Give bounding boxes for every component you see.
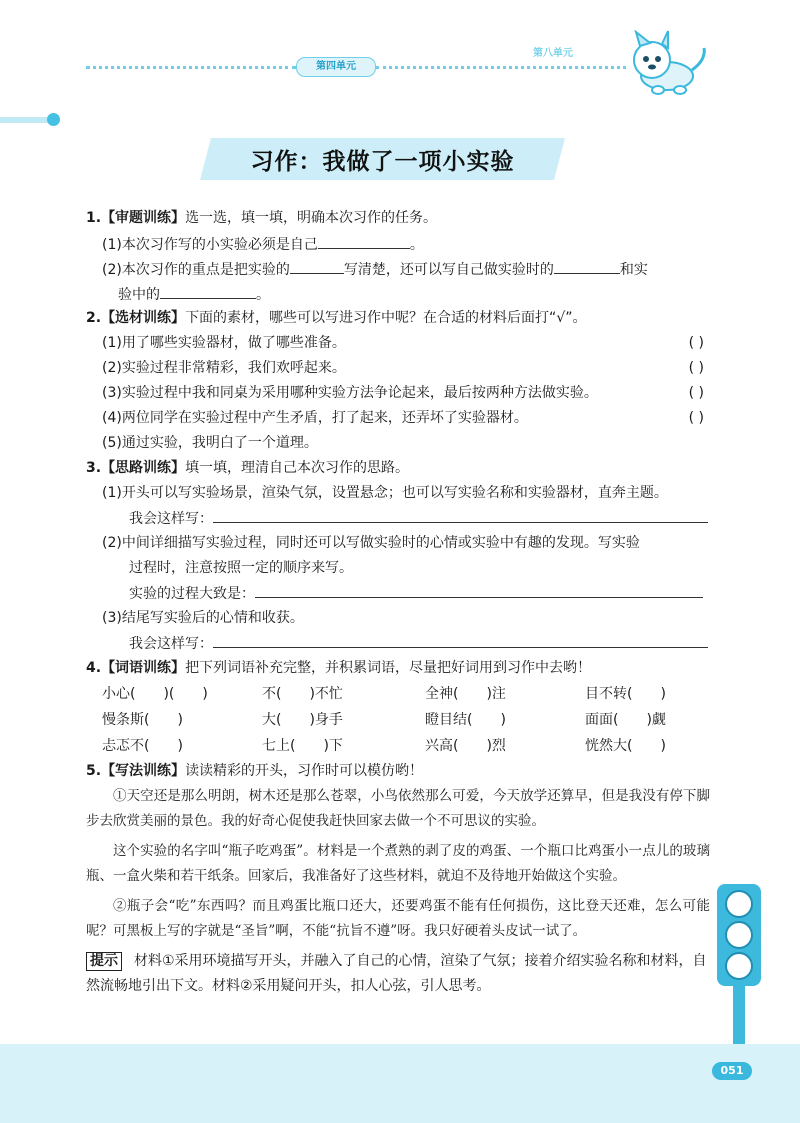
q2-number: 2. (86, 310, 102, 326)
q2-answer-paren-3[interactable]: ( ) (688, 385, 704, 401)
q1-item-1 (86, 231, 710, 256)
header-dotted-line-left (86, 66, 296, 69)
q1-text: 选一选，填一填，明确本次习作的任务。 (185, 210, 438, 226)
word-item[interactable]: 小心( )( ) (102, 686, 208, 702)
q3-write-line-2[interactable] (255, 581, 703, 598)
q5-text: 读读精彩的开头，习作时可以模仿哟！ (185, 763, 424, 779)
passage-paragraph-2: 这个实验的名字叫“瓶子吃鸡蛋”。材料是一个煮熟的剥了皮的鸡蛋、一个瓶口比鸡蛋小一点儿的玻璃瓶、一盒火柴和若干纸条。回家后，我准备好了这些材料，就迫不及待地开始做这个实验。 (86, 843, 710, 884)
q3-write-line-3[interactable] (213, 631, 708, 648)
q3-item-3 (86, 606, 710, 631)
q2-item-2 (86, 356, 710, 381)
word-item[interactable]: 慢条斯( ) (102, 712, 183, 728)
q2-item-4 (86, 406, 710, 431)
q3-number: 3. (86, 460, 102, 476)
traffic-light-lamp (725, 890, 753, 918)
q2-header (86, 306, 710, 331)
q3-item-1 (86, 481, 710, 506)
q2-item-5 (86, 431, 710, 456)
q2-answer-paren-1[interactable]: ( ) (688, 335, 704, 351)
q3-text: 填一填，理清自己本次习作的思路。 (185, 460, 410, 476)
q5-passage (86, 784, 710, 944)
q1-tag: 【审题训练】 (101, 210, 186, 226)
word-item[interactable]: 面面( )觑 (585, 712, 666, 728)
q1-item2-line2-end: 。 (256, 287, 270, 303)
q1-item2-mid: 写清楚，还可以写自己做实验时的 (343, 262, 554, 278)
q1-blank-1[interactable] (318, 231, 410, 249)
q4-text: 把下列词语补充完整，并积累词语，尽量把好词用到习作中去哟！ (185, 660, 592, 676)
q3-write-3 (86, 631, 710, 656)
q1-item1-end: 。 (409, 237, 424, 253)
unit-label-right: 第八单元 (533, 48, 573, 59)
q2-tag: 【选材训练】 (101, 310, 186, 326)
unit-tag: 第四单元 (296, 57, 376, 77)
word-item[interactable]: 瞪目结( ) (425, 712, 506, 728)
q1-number: 1. (86, 210, 102, 226)
q3-tag: 【思路训练】 (101, 460, 186, 476)
q3-item2-text-2: 过程时，注意按照一定的顺序来写。 (129, 560, 353, 576)
q4-tag: 【词语训练】 (101, 660, 186, 676)
q1-header (86, 206, 710, 231)
q3-item2-text: (2)中间详细描写实验过程，同时还可以写做实验时的心情或实验中有趣的发现。写实验 (102, 535, 640, 551)
q5-tip (86, 949, 710, 999)
word-item[interactable]: 忐忑不( ) (102, 738, 183, 754)
q3-prompt-3: 我会这样写： (129, 636, 213, 652)
q1-item1-text: (1)本次习作写的小实验必须是自己 (102, 237, 318, 253)
puppy-mascot-icon (622, 30, 712, 100)
q5-header (86, 759, 710, 784)
word-item[interactable]: 目不转( ) (585, 686, 666, 702)
word-item[interactable]: 大( )身手 (262, 712, 343, 728)
q5-tag: 【写法训练】 (101, 763, 186, 779)
q4-header (86, 656, 710, 681)
q1-item-2 (86, 256, 710, 281)
q3-item-2-cont (86, 556, 710, 581)
word-item[interactable]: 全神( )注 (425, 686, 506, 702)
q1-item2-line2: 验中的 (118, 287, 160, 303)
q2-item5-text: (5)通过实验，我明白了一个道理。 (102, 435, 318, 451)
passage-paragraph-3: ②瓶子会“吃”东西吗？而且鸡蛋比瓶口还大，还要鸡蛋不能有任何损伤，这比登天还难，怎么可能呢？可黑板上写的字就是“圣旨”啊，不能“抗旨不遵”呀。我只好硬着头皮试一试了。 (86, 898, 710, 939)
traffic-light-lamp (725, 952, 753, 980)
q2-answer-paren-2[interactable]: ( ) (688, 360, 704, 376)
q3-prompt-1: 我会这样写： (129, 511, 213, 527)
q3-item-2 (86, 531, 710, 556)
q3-header (86, 456, 710, 481)
q2-text: 下面的素材，哪些可以写进习作中呢？在合适的材料后面打“√”。 (185, 310, 587, 326)
q3-write-1 (86, 506, 710, 531)
q1-item2-text: (2)本次习作的重点是把实验的 (102, 262, 290, 278)
word-item[interactable]: 兴高( )烈 (425, 738, 506, 754)
left-accent-bar (0, 117, 52, 123)
page-number: 051 (712, 1062, 752, 1080)
q1-blank-3[interactable] (554, 256, 620, 274)
q1-blank-4[interactable] (160, 281, 256, 299)
word-item[interactable]: 不( )不忙 (262, 686, 343, 702)
tip-label: 提示 (86, 952, 122, 971)
traffic-light-icon (717, 884, 761, 986)
left-accent-dot (47, 113, 60, 126)
q2-item1-text: (1)用了哪些实验器材，做了哪些准备。 (102, 335, 346, 351)
q2-item2-text: (2)实验过程非常精彩，我们欢呼起来。 (102, 360, 346, 376)
q3-item3-text: (3)结尾写实验后的心情和收获。 (102, 610, 304, 626)
page-title: 习作：我做了一项小实验 (250, 149, 515, 175)
q1-blank-2[interactable] (290, 256, 344, 274)
q2-item-1 (86, 331, 710, 356)
q2-item4-text: (4)两位同学在实验过程中产生矛盾，打了起来，还弄坏了实验器材。 (102, 410, 528, 426)
q2-item3-text: (3)实验过程中我和同桌为采用哪种实验方法争论起来，最后按两种方法做实验。 (102, 385, 598, 401)
q5-number: 5. (86, 763, 102, 779)
word-item[interactable]: 七上( )下 (262, 738, 343, 754)
tip-text: 材料①采用环境描写开头，并融入了自己的心情，渲染了气氛；接着介绍实验名称和材料，自然流畅地引出下文。材料②采用疑问开头，扣人心弦，引人思考。 (86, 953, 707, 994)
q3-write-2 (86, 581, 710, 606)
q1-item2-end: 和实 (619, 262, 648, 278)
worksheet-content (86, 206, 710, 999)
q3-prompt-2: 实验的过程大致是： (129, 586, 255, 602)
word-item[interactable]: 恍然大( ) (585, 738, 666, 754)
passage-paragraph-1: ①天空还是那么明朗，树木还是那么苍翠，小鸟依然那么可爱，今天放学还算早，但是我没有停下脚步去欣赏美丽的景色。我的好奇心促使我赶快回家去做一个不可思议的实验。 (86, 788, 710, 829)
q1-item-2-cont (86, 281, 710, 306)
q4-number: 4. (86, 660, 102, 676)
traffic-light-pole (733, 986, 745, 1046)
q3-item1-text: (1)开头可以写实验场景，渲染气氛，设置悬念；也可以写实验名称和实验器材，直奔主题。 (102, 485, 668, 501)
footer-band (0, 1044, 800, 1123)
q2-item-3 (86, 381, 710, 406)
traffic-light-lamp (725, 921, 753, 949)
header-dotted-line-right (376, 66, 626, 69)
q2-answer-paren-4[interactable]: ( ) (688, 410, 704, 426)
q4-word-grid (86, 681, 710, 759)
q3-write-line-1[interactable] (213, 506, 708, 523)
